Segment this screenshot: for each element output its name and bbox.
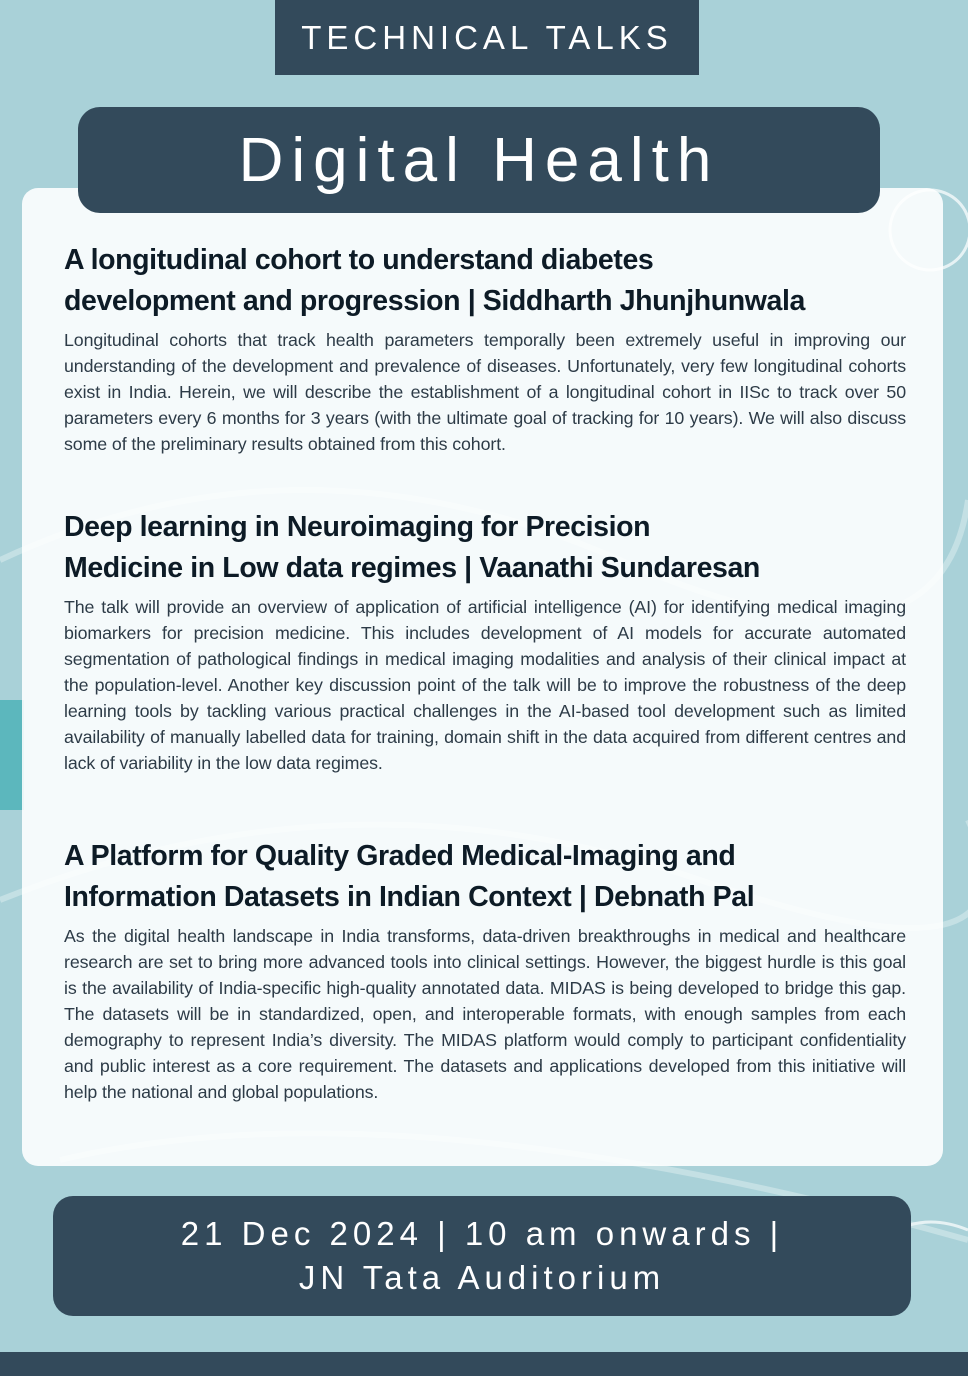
talk-title-line: A Platform for Quality Graded Medical-Imaging and (64, 840, 736, 872)
talk-title (64, 507, 906, 589)
talk-title-line: Deep learning in Neuroimaging for Precision (64, 511, 651, 543)
event-details-bar (53, 1196, 911, 1316)
page-title: Digital Health (78, 107, 880, 213)
talk-section (64, 507, 906, 776)
event-date-time: 21 Dec 2024 | 10 am onwards | (180, 1215, 784, 1252)
talk-title (64, 240, 906, 322)
talk-section (64, 240, 906, 457)
talk-title-line: development and progression | Siddharth Jhunjhunwala (64, 285, 805, 317)
talk-title-line: A longitudinal cohort to understand diabetes (64, 244, 654, 276)
bottom-strip (0, 1352, 968, 1376)
category-tab: TECHNICAL TALKS (275, 0, 699, 75)
talk-title-line: Information Datasets in Indian Context | Debnath Pal (64, 881, 755, 913)
talk-abstract: Longitudinal cohorts that track health parameters temporally been extremely useful in improving our understanding of the development and prevalence of diseases. Unfortunately, very few longitudinal cohorts exist in India. Herein, we will describe the establishment of a longitudinal cohort in IISc to track over 50 parameters every 6 months for 3 years (with the ultimate goal of tracking for 10 years). We will also discuss some of the preliminary results obtained from this cohort. (64, 330, 906, 454)
talk-section (64, 836, 906, 1105)
talk-title (64, 836, 906, 918)
talk-abstract: As the digital health landscape in India transforms, data-driven breakthroughs in medical and healthcare research are set to bring more advanced tools into clinical settings. However, the biggest hurdle is this goal is the availability of India-specific high-quality annotated data. MIDAS is being developed to bridge this gap. The datasets will be in standardized, open, and interoperable formats, with enough samples from each demography to represent India’s diversity. The MIDAS platform would comply to participant confidentiality and public interest as a core requirement. The datasets and applications developed from this initiative will help the national and global populations. (64, 926, 906, 1102)
talk-abstract: The talk will provide an overview of application of artificial intelligence (AI) for identifying medical imaging biomarkers for precision medicine. This includes development of AI models for accurate automated segmentation of pathological findings in medical imaging modalities and analysis of their clinical impact at the population-level. Another key discussion point of the talk will be to improve the robustness of the deep learning tools by tackling various practical challenges in the AI-based tool development such as limited availability of manually labelled data for training, domain shift in the data acquired from different centres and lack of variability in the low data regimes. (64, 597, 906, 773)
event-venue: JN Tata Auditorium (298, 1259, 666, 1296)
talk-title-line: Medicine in Low data regimes | Vaanathi Sundaresan (64, 552, 760, 584)
